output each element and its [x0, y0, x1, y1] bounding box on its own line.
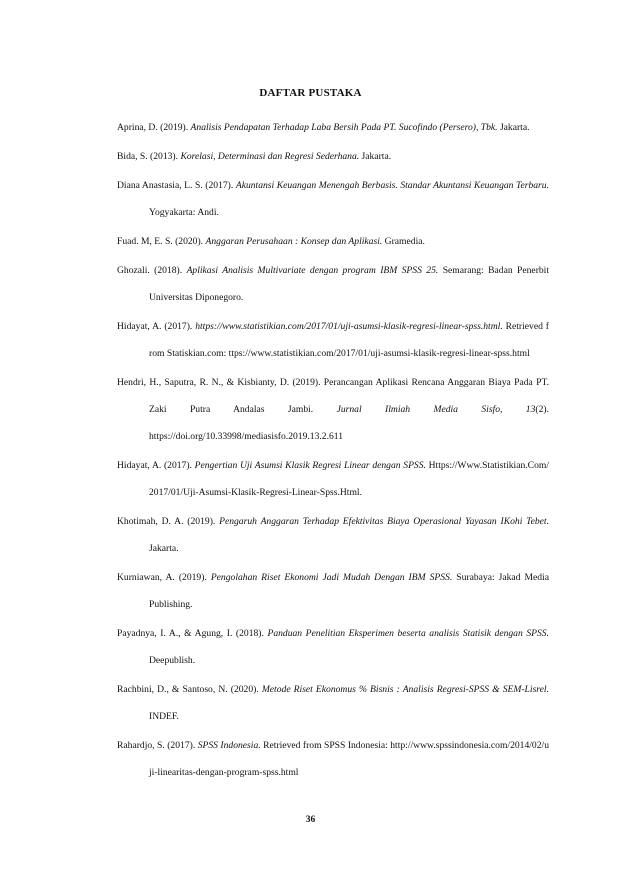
page-number: 36 — [305, 815, 316, 825]
reference-list — [117, 114, 549, 786]
reference-entry: Diana Anastasia, L. S. (2017). Akuntansi Keuangan Menengah Berbasis. Standar Akuntansi Keuangan Terbaru. Yogyakarta: Andi. — [117, 180, 549, 218]
reference-entry: Aprina, D. (2019). Analisis Pendapatan Terhadap Laba Bersih Pada PT. Sucofindo (Persero), Tbk. Jakarta. — [117, 122, 530, 133]
reference-entry: Fuad. M, E. S. (2020). Anggaran Perusahaan : Konsep dan Aplikasi. Gramedia. — [117, 236, 425, 247]
reference-entry: Hidayat, A. (2017). https://www.statistikian.com/2017/01/uji-asumsi-klasik-regresi-linear-spss.html. Retrieved from Statiskian.com: ttps://www.statistikian.com/2017/01/uji-asumsi-klasik-regresi-linear-spss.html — [117, 321, 549, 359]
reference-entry: Rachbini, D., & Santoso, N. (2020). Metode Riset Ekonomus % Bisnis : Analisis Regresi-SPSS & SEM-Lisrel. INDEF. — [117, 684, 549, 722]
reference-entry: Hendri, H., Saputra, R. N., & Kisbianty, D. (2019). Perancangan Aplikasi Rencana Anggaran Biaya Pada PT. Zaki Putra Andalas Jambi. Jurnal Ilmiah Media Sisfo, 13(2). https://doi.org/10.33998/mediasisfo.2019.13.2.611 — [117, 377, 549, 442]
reference-entry: Khotimah, D. A. (2019). Pengaruh Anggaran Terhadap Efektivitas Biaya Operasional Yayasan IKohi Tebet. Jakarta. — [117, 516, 549, 554]
reference-entry: Ghozali. (2018). Aplikasi Analisis Multivariate dengan program IBM SPSS 25. Semarang: Badan Penerbit Universitas Diponegoro. — [117, 265, 550, 303]
reference-entry: Kurniawan, A. (2019). Pengolahan Riset Ekonomi Jadi Mudah Dengan IBM SPSS. Surabaya: Jakad Media Publishing. — [117, 572, 549, 610]
reference-entry: Rahardjo, S. (2017). SPSS Indonesia. Retrieved from SPSS Indonesia: http://www.spssindonesia.com/2014/02/uji-linearitas-dengan-program-spss.html — [117, 740, 549, 778]
page-title: DAFTAR PUSTAKA — [259, 87, 362, 99]
reference-entry: Payadnya, I. A., & Agung, I. (2018). Panduan Penelitian Eksperimen beserta analisis Statisik dengan SPSS. Deepublish. — [117, 628, 549, 666]
reference-entry: Hidayat, A. (2017). Pengertian Uji Asumsi Klasik Regresi Linear dengan SPSS. Https://Www.Statistikian.Com/2017/01/Uji-Asumsi-Klasik-Regresi-Linear-Spss.Html. — [117, 460, 549, 498]
reference-entry: Bida, S. (2013). Korelasi, Determinasi dan Regresi Sederhana. Jakarta. — [117, 151, 392, 162]
